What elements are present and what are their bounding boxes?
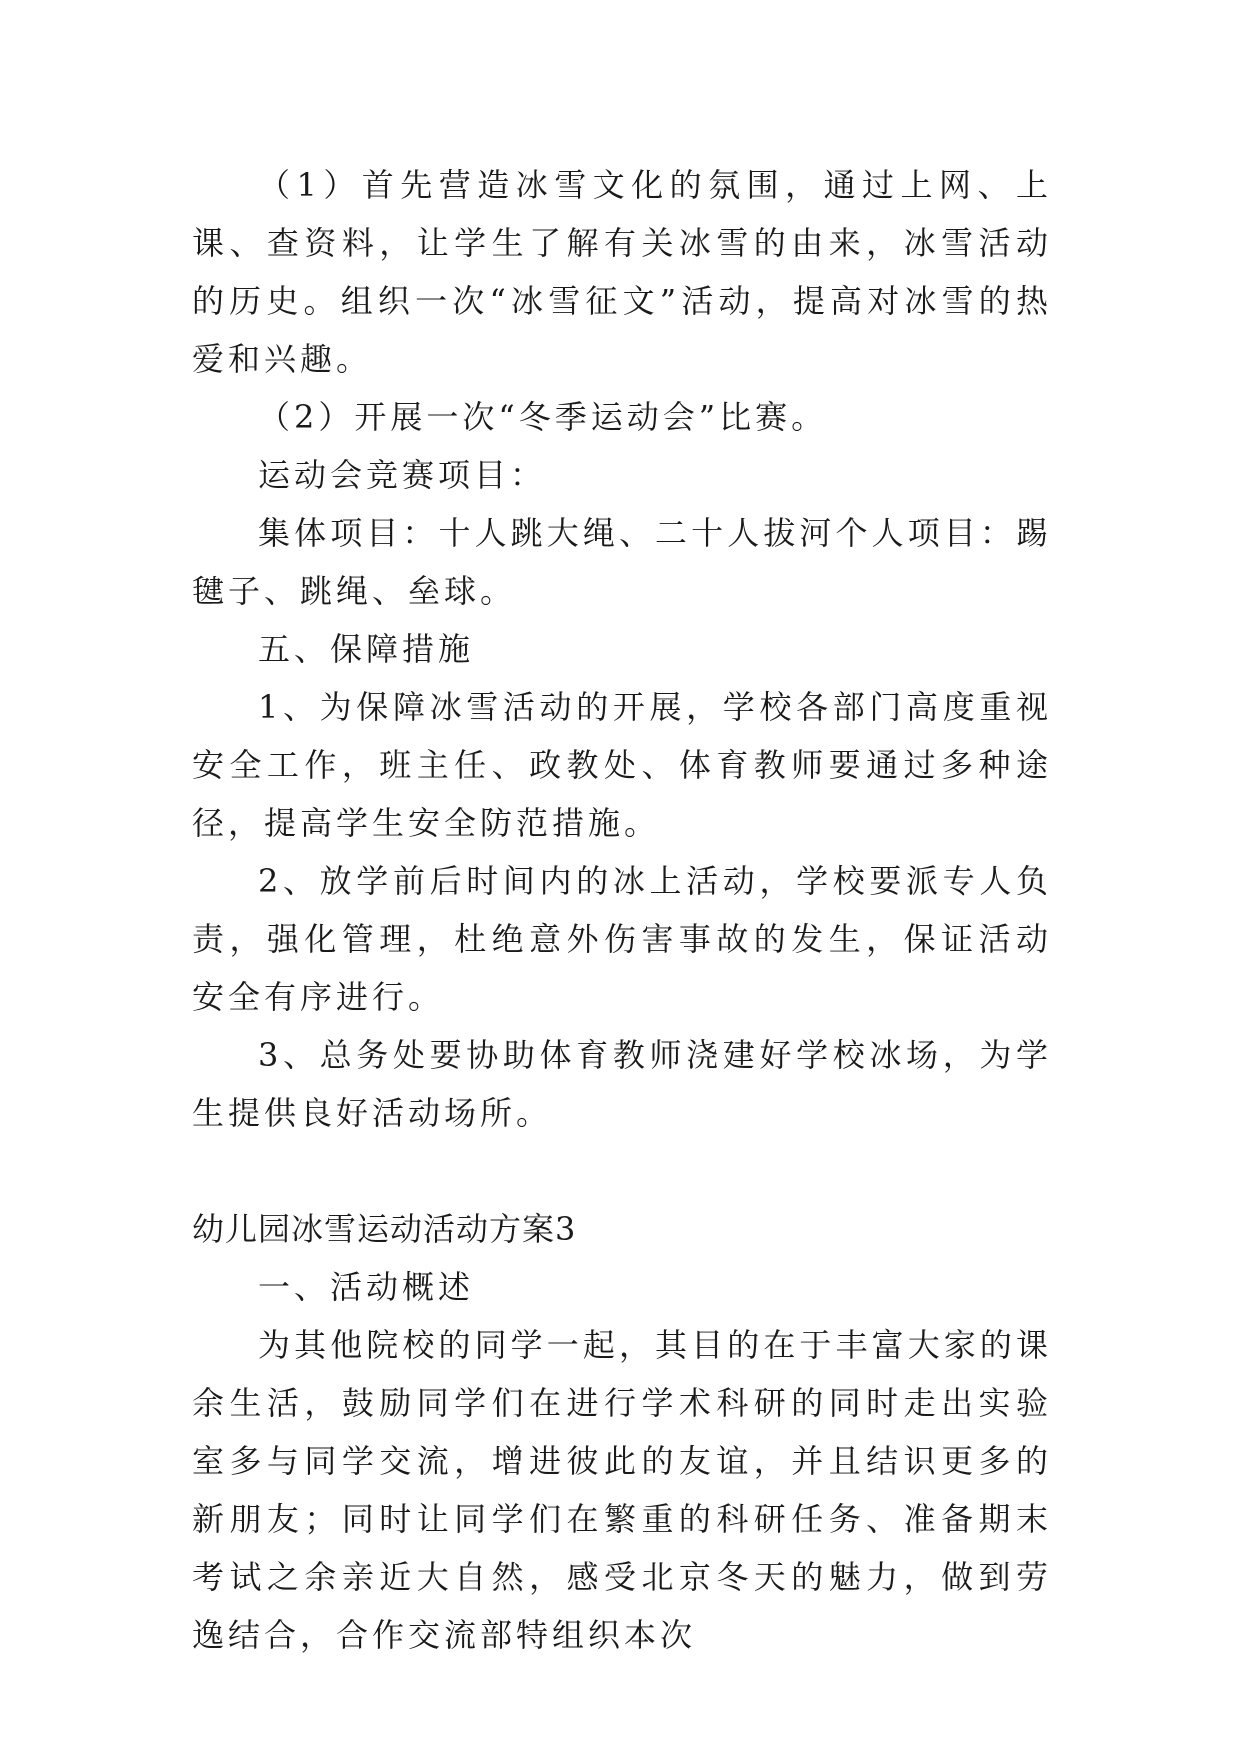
paragraph-safeguards-heading: 五、保障措施: [258, 630, 475, 668]
paragraph-safeguard-3: 3、总务处要协助体育教师浇建好学校冰场，为学生提供良好活动场所。: [192, 1036, 1052, 1132]
document-body: [192, 156, 1052, 1664]
paragraph-overview-body: 为其他院校的同学一起，其目的在于丰富大家的课余生活，鼓励同学们在进行学术科研的同时走出实验室多与同学交流，增进彼此的友谊，并且结识更多的新朋友；同时让同学们在繁重的科研任务、准备期末考试之余亲近大自然，感受北京冬天的魅力，做到劳逸结合，合作交流部特组织本次: [192, 1326, 1052, 1654]
section-title: 幼儿园冰雪运动活动方案3: [192, 1210, 577, 1248]
paragraph-overview-heading: 一、活动概述: [258, 1268, 475, 1306]
paragraph-winter-games: （2）开展一次“冬季运动会”比赛。: [258, 398, 828, 436]
paragraph-safeguard-1: 1、为保障冰雪活动的开展，学校各部门高度重视安全工作，班主任、政教处、体育教师要通过多种途径，提高学生安全防范措施。: [192, 688, 1052, 842]
paragraph-preparation: （1）首先营造冰雪文化的氛围，通过上网、上课、查资料，让学生了解有关冰雪的由来，冰雪活动的历史。组织一次“冰雪征文”活动，提高对冰雪的热爱和兴趣。: [192, 166, 1052, 378]
paragraph-events-heading: 运动会竞赛项目：: [258, 456, 547, 494]
paragraph-events-list: 集体项目：十人跳大绳、二十人拔河个人项目：踢毽子、跳绳、垒球。: [192, 514, 1052, 610]
paragraph-safeguard-2: 2、放学前后时间内的冰上活动，学校要派专人负责，强化管理，杜绝意外伤害事故的发生，保证活动安全有序进行。: [192, 862, 1052, 1016]
